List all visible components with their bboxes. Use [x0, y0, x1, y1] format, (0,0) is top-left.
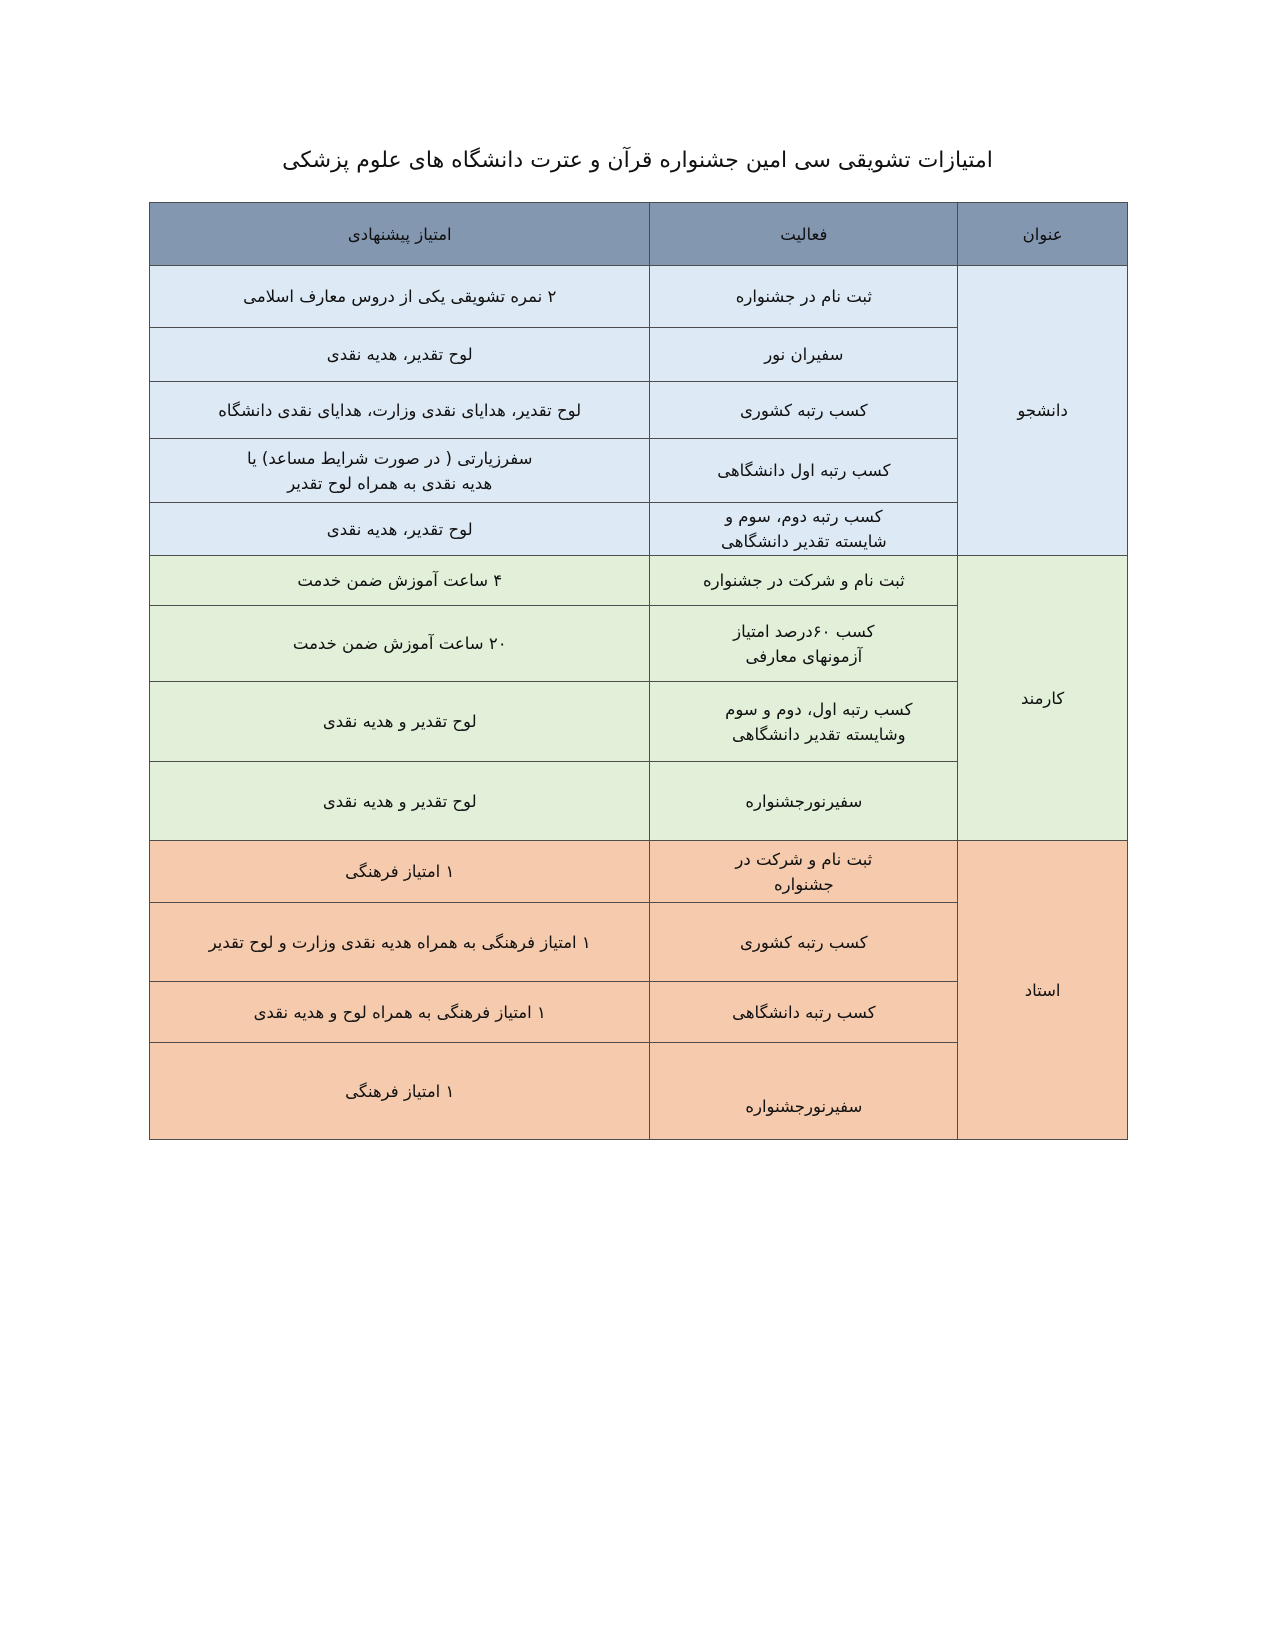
activity-cell: سفیران نور	[650, 328, 958, 382]
score-cell: ۱ امتیاز فرهنگی	[150, 1043, 650, 1140]
score-cell: لوح تقدیر، هدیه نقدی	[150, 328, 650, 382]
activity-cell: کسب رتبه دوم، سوم و شایسته تقدیر دانشگاهی	[650, 503, 958, 556]
activity-cell: سفیرنورجشنواره	[650, 762, 958, 841]
score-cell: سفرزیارتی ( در صورت شرایط مساعد) یا هدیه نقدی به همراه لوح تقدیر	[150, 439, 650, 503]
table-row	[150, 266, 1128, 328]
activity-cell: کسب رتبه اول، دوم و سوم وشایسته تقدیر دانشگاهی	[650, 682, 958, 762]
header-score: امتیاز پیشنهادی	[150, 203, 650, 266]
activity-cell: ثبت نام و شرکت در جشنواره	[650, 556, 958, 606]
score-cell: لوح تقدیر و هدیه نقدی	[150, 682, 650, 762]
activity-cell: ثبت نام در جشنواره	[650, 266, 958, 328]
activity-cell: ثبت نام و شرکت در جشنواره	[650, 841, 958, 903]
activity-cell: کسب رتبه اول دانشگاهی	[650, 439, 958, 503]
table-row	[150, 556, 1128, 606]
header-activity: فعالیت	[650, 203, 958, 266]
score-cell: لوح تقدیر و هدیه نقدی	[150, 762, 650, 841]
activity-cell: سفیرنورجشنواره	[650, 1043, 958, 1140]
score-cell: ۱ امتیاز فرهنگی به همراه لوح و هدیه نقدی	[150, 982, 650, 1043]
header-row	[150, 203, 1128, 266]
group-title-student: دانشجو	[958, 266, 1128, 556]
score-cell: لوح تقدیر، هدیه نقدی	[150, 503, 650, 556]
group-title-professor: استاد	[958, 841, 1128, 1140]
score-cell: ۱ امتیاز فرهنگی به همراه هدیه نقدی وزارت و لوح تقدیر	[150, 903, 650, 982]
header-title: عنوان	[958, 203, 1128, 266]
score-cell: ۴ ساعت آموزش ضمن خدمت	[150, 556, 650, 606]
activity-cell: کسب رتبه کشوری	[650, 382, 958, 439]
activity-cell: کسب رتبه کشوری	[650, 903, 958, 982]
activity-cell: کسب رتبه دانشگاهی	[650, 982, 958, 1043]
group-title-employee: کارمند	[958, 556, 1128, 841]
activity-cell: کسب ۶۰درصد امتیاز آزمونهای معارفی	[650, 606, 958, 682]
score-cell: ۲ نمره تشویقی یکی از دروس معارف اسلامی	[150, 266, 650, 328]
table-row	[150, 841, 1128, 903]
score-cell: ۱ امتیاز فرهنگی	[150, 841, 650, 903]
score-cell: لوح تقدیر، هدایای نقدی وزارت، هدایای نقدی دانشگاه	[150, 382, 650, 439]
page-title: امتیازات تشویقی سی امین جشنواره قرآن و عترت دانشگاه های علوم پزشکی	[282, 148, 993, 173]
scores-table	[149, 202, 1128, 1140]
score-cell: ۲۰ ساعت آموزش ضمن خدمت	[150, 606, 650, 682]
